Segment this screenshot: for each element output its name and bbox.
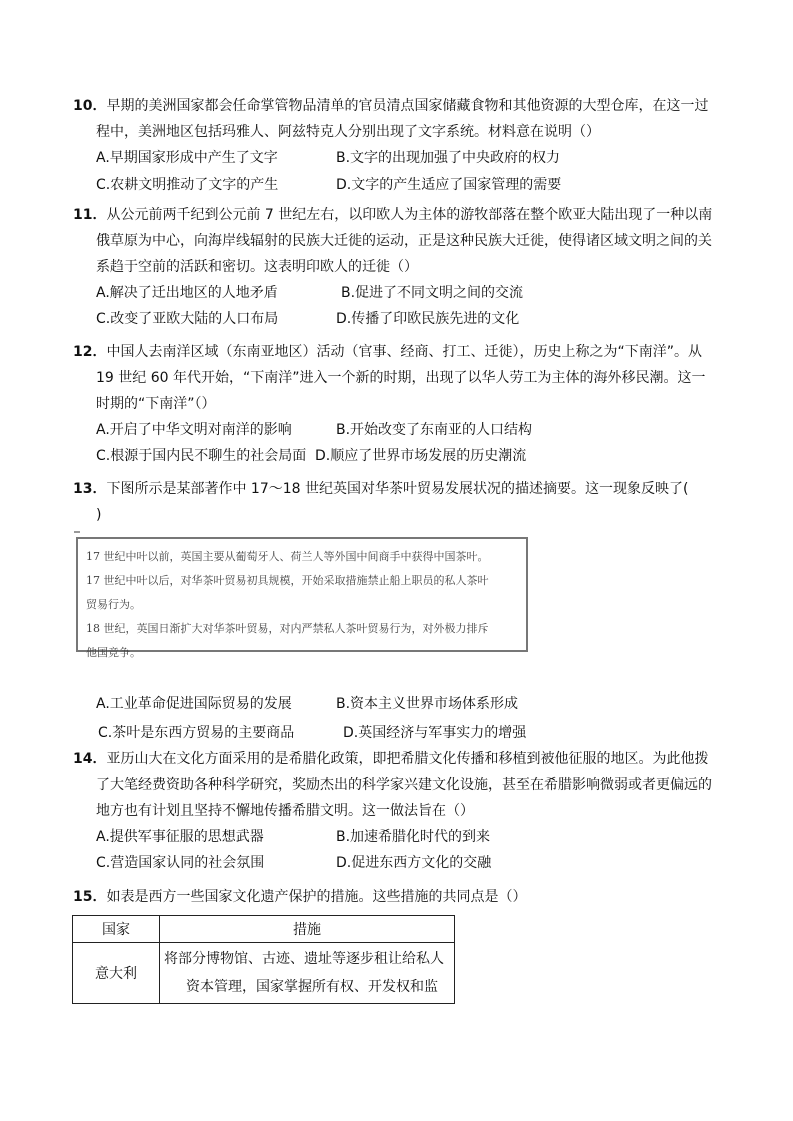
option-a[interactable]: A.提供军事征服的思想武器 <box>96 829 264 845</box>
option-c[interactable]: C.茶叶是东西方贸易的主要商品 <box>98 725 295 741</box>
stem-line: 下图所示是某部著作中 17～18 世纪英国对华茶叶贸易发展状况的描述摘要。这一现象反映了( <box>106 481 689 497</box>
header-country: 国家 <box>73 916 160 943</box>
cell-country: 意大利 <box>73 943 160 1004</box>
stem-line: 早期的美洲国家都会任命掌管物品清单的官员清点国家储藏食物和其他资源的大型仓库，在这一过 <box>106 98 709 114</box>
question-12 <box>73 339 723 469</box>
image-corner-mark <box>74 531 80 533</box>
question-11-stem <box>73 202 723 228</box>
question-10 <box>73 93 723 198</box>
question-number: 13． <box>73 481 107 497</box>
question-12-stem <box>73 339 723 365</box>
option-b[interactable]: B.资本主义世界市场体系形成 <box>336 696 519 712</box>
option-b[interactable]: B.开始改变了东南亚的人口结构 <box>336 422 533 438</box>
header-measures: 措施 <box>160 916 455 943</box>
option-a[interactable]: A.早期国家形成中产生了文字 <box>96 150 278 166</box>
excerpt-line: 贸易行为。 <box>86 598 141 611</box>
excerpt-line: 18 世纪，英国日渐扩大对华茶叶贸易，对内严禁私人茶叶贸易行为，对外极力排斥 <box>86 622 489 635</box>
stem-line: 时期的“下南洋”（） <box>96 396 216 412</box>
question-number: 10． <box>73 98 107 114</box>
heritage-measures-table <box>72 915 455 1004</box>
stem-line: 了大笔经费资助各种科学研究，奖励杰出的科学家兴建文化设施，甚至在希腊影响微弱或者更偏远的 <box>96 777 712 793</box>
option-row <box>73 850 723 876</box>
option-b[interactable]: B.加速希腊化时代的到来 <box>336 829 491 845</box>
excerpt-line: 17 世纪中叶以后，对华茶叶贸易初具规模，开始采取措施禁止船上职员的私人茶叶 <box>86 574 489 587</box>
question-15-stem <box>73 884 723 910</box>
option-c[interactable]: C.农耕文明推动了文字的产生 <box>96 177 279 193</box>
option-row <box>73 417 723 443</box>
option-row <box>73 443 723 469</box>
option-row <box>73 691 723 717</box>
question-14-stem <box>73 746 723 772</box>
option-row <box>73 280 723 306</box>
option-c[interactable]: C.根源于国内民不聊生的社会局面 <box>96 448 307 464</box>
table-row <box>73 943 455 1004</box>
question-11 <box>73 202 723 332</box>
option-d[interactable]: D.传播了印欧民族先进的文化 <box>336 311 520 327</box>
stem-line: 地方也有计划且坚持不懈地传播希腊文明。这一做法旨在（） <box>96 803 474 819</box>
table-header-row <box>73 916 455 943</box>
trade-excerpt-box <box>76 537 528 659</box>
stem-line: 程中，美洲地区包括玛雅人、阿兹特克人分别出现了文字系统。材料意在说明（） <box>96 124 600 140</box>
measure-line: 资本管理，国家掌握所有权、开发权和监 <box>186 979 438 995</box>
question-13-stem <box>73 476 723 502</box>
question-number: 11． <box>73 207 107 223</box>
question-number: 15． <box>73 889 107 905</box>
stem-line: 亚历山大在文化方面采用的是希腊化政策，即把希腊文化传播和移植到被他征服的地区。为此他拨 <box>106 751 709 767</box>
question-14 <box>73 746 723 876</box>
option-a[interactable]: A.解决了迁出地区的人地矛盾 <box>96 285 278 301</box>
option-c[interactable]: C.营造国家认同的社会氛围 <box>96 855 265 871</box>
option-row <box>73 720 723 746</box>
option-c[interactable]: C.改变了亚欧大陆的人口布局 <box>96 311 279 327</box>
option-b[interactable]: B.促进了不同文明之间的交流 <box>341 285 524 301</box>
excerpt-line: 17 世纪中叶以前，英国主要从葡萄牙人、荷兰人等外国中间商手中获得中国茶叶。 <box>86 550 489 563</box>
stem-line: 从公元前两千纪到公元前 7 世纪左右，以印欧人为主体的游牧部落在整个欧亚大陆出现了一种以南 <box>106 207 713 223</box>
stem-line: 19 世纪 60 年代开始，“下南洋”进入一个新的时期，出现了以华人劳工为主体的海外移民潮。这一 <box>96 370 706 386</box>
cell-measure <box>160 943 455 1004</box>
stem-line: 系趋于空前的活跃和密切。这表明印欧人的迁徙（） <box>96 259 418 275</box>
option-row <box>73 172 723 198</box>
option-d[interactable]: D.英国经济与军事实力的增强 <box>343 725 527 741</box>
excerpt-line: 他国竞争。 <box>86 646 141 659</box>
option-a[interactable]: A.工业革命促进国际贸易的发展 <box>96 696 292 712</box>
option-a[interactable]: A.开启了中华文明对南洋的影响 <box>96 422 292 438</box>
stem-line: ) <box>96 507 102 523</box>
stem-line: 中国人去南洋区域（东南亚地区）活动（官事、经商、打工、迁徙），历史上称之为“下南洋”。从 <box>106 344 702 360</box>
stem-line: 如表是西方一些国家文化遗产保护的措施。这些措施的共同点是（） <box>106 889 527 905</box>
question-15 <box>73 884 723 910</box>
question-13-options <box>73 691 723 746</box>
option-d[interactable]: D.顺应了世界市场发展的历史潮流 <box>315 448 527 464</box>
option-row <box>73 145 723 171</box>
question-13 <box>73 476 723 528</box>
question-number: 12． <box>73 344 107 360</box>
option-d[interactable]: D.文字的产生适应了国家管理的需要 <box>336 177 562 193</box>
option-d[interactable]: D.促进东西方文化的交融 <box>336 855 492 871</box>
question-number: 14． <box>73 751 107 767</box>
stem-line: 俄草原为中心，向海岸线辐射的民族大迁徙的运动，正是这种民族大迁徙，使得诸区域文明之间的关 <box>96 233 712 249</box>
measure-line: 将部分博物馆、古迹、遗址等逐步租让给私人 <box>164 951 444 967</box>
option-b[interactable]: B.文字的出现加强了中央政府的权力 <box>336 150 561 166</box>
option-row <box>73 306 723 332</box>
question-10-stem <box>73 93 723 119</box>
option-row <box>73 824 723 850</box>
